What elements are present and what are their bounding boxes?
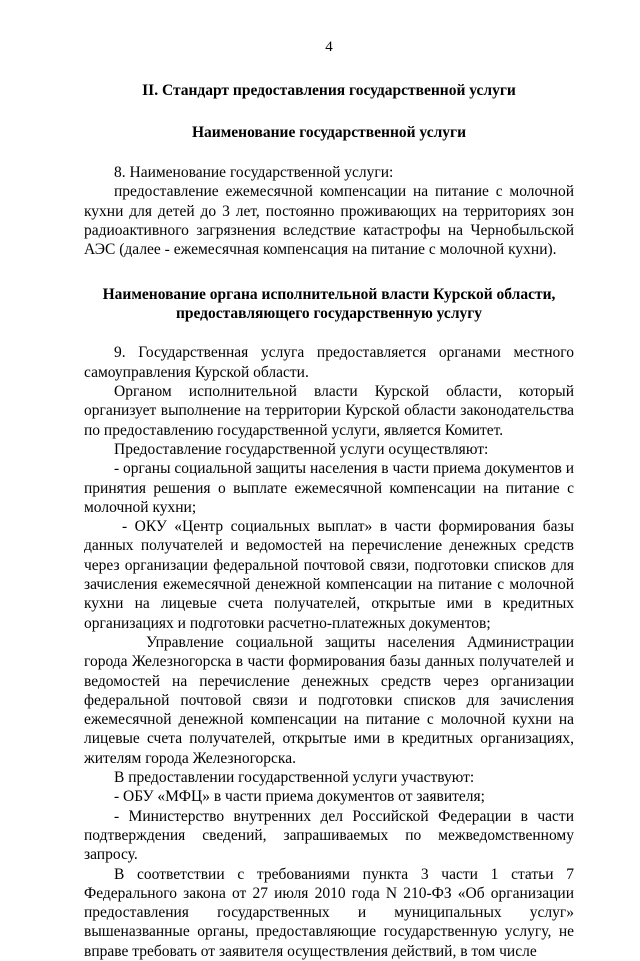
subheading-authority-line-1: Наименование органа исполнительной власти Курской области, — [102, 286, 556, 304]
page-number: 4 — [325, 39, 333, 55]
paragraph-law: В соответствии с требованиями пункта 3 части 1 статьи 7 Федерального закона от 27 июля 2010 года N 210-ФЗ «Об организации предоставления государственных и муниципальных услуг» вышеназванные органы, предоставляющие государственную услугу, не вправе требовать от заявителя осуществления действий, в том числе — [84, 865, 574, 960]
paragraph-provided-by: Предоставление государственной услуги осуществляют: — [114, 440, 489, 458]
subheading-authority — [84, 285, 574, 323]
paragraph-8-title: 8. Наименование государственной услуги: — [114, 164, 394, 181]
subheading-service-name: Наименование государственной услуги — [192, 124, 466, 141]
paragraph-mfc: - ОБУ «МФЦ» в части приема документов от заявителя; — [114, 788, 485, 806]
paragraph-social-protection: - органы социальной защиты населения в части приема документов и принятия решения о выплате ежемесячной компенсации на питание с молочной кухни; — [84, 460, 574, 516]
paragraph-9: 9. Государственная услуга предоставляется органами местного самоуправления Курской области. — [84, 344, 574, 381]
paragraph-zheleznogorsk: Управление социальной защиты населения Администрации города Железногорска в части формирования базы данных получателей и ведомостей на перечисление денежных средств через организации федеральной почтовой связи и подготовки списков для зачисления ежемесячной денежной компенсации на питание с молочной кухни на лицевые счета получателей, открытые ими в кредитных организациях, жителям города Железногорска. — [84, 633, 574, 767]
subheading-authority-line-2: предоставляющего государственную услугу — [175, 305, 483, 323]
paragraph-oku: - ОКУ «Центр социальных выплат» в части формирования базы данных получателей и ведомостей на перечисление денежных средств через организации федеральной почтовой связи, подготовки списков для зачисления ежемесячной денежной компенсации на питание с молочной кухни на лицевые счета получателей, открытые ими в кредитных организациях и подготовки расчетно-платежных документов; — [84, 518, 574, 632]
section-title: II. Стандарт предоставления государственной услуги — [142, 82, 516, 99]
paragraph-8-text: предоставление ежемесячной компенсации на питание с молочной кухни для детей до 3 лет, постоянно проживающих на территориях зон радиоактивного загрязнения вследствие катастрофы на Чернобыльской АЭС (далее - ежемесячная компенсация на питание с молочной кухни). — [84, 183, 574, 259]
paragraph-mvd: - Министерство внутренних дел Российской Федерации в части подтверждения сведений, запрашиваемых по межведомственному запросу. — [84, 807, 574, 864]
paragraph-organ: Органом исполнительной власти Курской области, который организует выполнение на территории Курской области законодательства по предоставлению государственной услуги, является Комитет. — [84, 383, 574, 439]
paragraph-participate: В предоставлении государственной услуги участвуют: — [114, 769, 475, 787]
